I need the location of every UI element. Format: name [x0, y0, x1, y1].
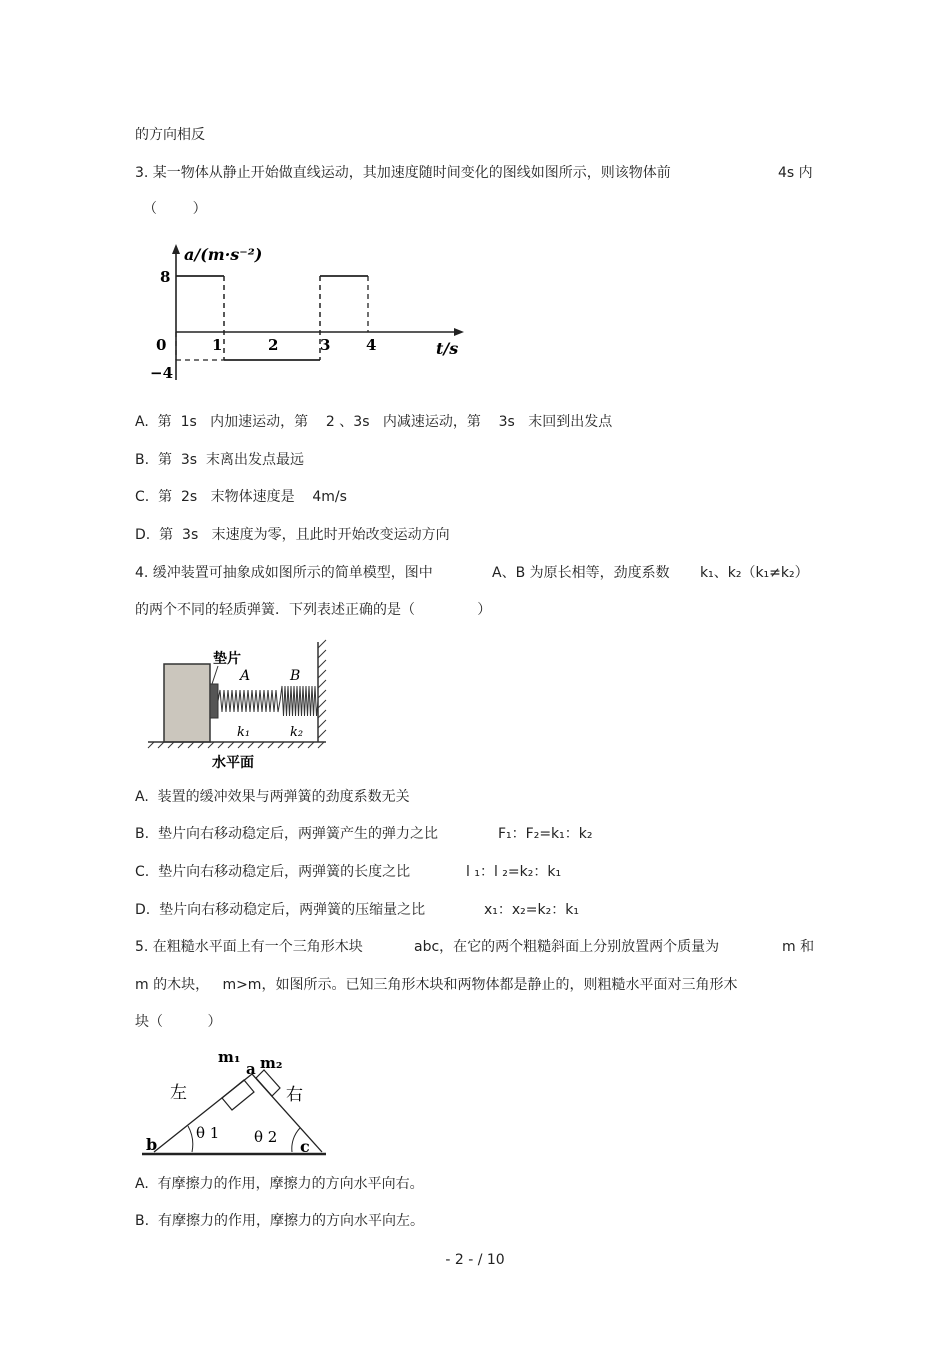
- acceleration-time-graph: [140, 238, 480, 388]
- question-4-stem-mid: A、B 为原长相等，劲度系数: [492, 565, 670, 581]
- m2-label: m₂: [260, 1054, 283, 1072]
- option-5b: B. 有摩擦力的作用，摩擦力的方向水平向左。: [135, 1213, 424, 1229]
- option-3a: A. 第 1s 内加速运动，第 2 、3s 内减速运动，第 3s 末回到出发点: [135, 414, 613, 430]
- option-3c: C. 第 2s 末物体速度是 4m/s: [135, 489, 347, 505]
- spring-a-label: A: [240, 668, 251, 684]
- m1-label: m₁: [218, 1048, 241, 1066]
- vertex-c-label: c: [300, 1137, 310, 1156]
- question-3-stem: 3. 某一物体从静止开始做直线运动，其加速度随时间变化的图线如图所示，则该物体前: [135, 165, 671, 181]
- x-tick-label: 3: [320, 336, 331, 354]
- question-5-stem: 5. 在粗糙水平面上有一个三角形木块: [135, 939, 363, 955]
- x-axis-label: t/s: [436, 339, 459, 358]
- pad: [210, 684, 218, 718]
- buffer-device-figure: [140, 638, 340, 773]
- question-4-stem-tail: k₁、k₂（k₁≠k₂）: [700, 565, 809, 581]
- spring-a: [218, 690, 280, 712]
- question-5-stem-mid: abc，在它的两个粗糙斜面上分别放置两个质量为: [414, 939, 720, 955]
- x-tick-label: 2: [268, 336, 279, 354]
- right-label: 右: [286, 1085, 303, 1105]
- option-4d: D. 垫片向右移动稳定后，两弹簧的压缩量之比: [135, 902, 426, 918]
- spring-b: [280, 686, 318, 716]
- option-3d: D. 第 3s 末速度为零，且此时开始改变运动方向: [135, 527, 450, 543]
- question-4-stem: 4. 缓冲装置可抽象成如图所示的简单模型，图中: [135, 565, 433, 581]
- option-5a: A. 有摩擦力的作用，摩擦力的方向水平向右。: [135, 1176, 424, 1192]
- spring-b-label: B: [290, 668, 301, 684]
- question-3-stem-tail: 4s 内: [778, 165, 813, 181]
- question-3-blank: （ ）: [143, 201, 207, 217]
- y-axis-label: a/(m·s⁻²): [184, 245, 263, 264]
- option-4b-value: F₁：F₂=k₁：k₂: [498, 826, 593, 842]
- y-tick-label: 0: [156, 336, 167, 354]
- option-4b: B. 垫片向右移动稳定后，两弹簧产生的弹力之比: [135, 826, 438, 842]
- x-tick-label: 1: [212, 336, 223, 354]
- block-m1: [222, 1080, 254, 1110]
- block: [164, 664, 210, 742]
- floor-label: 水平面: [212, 755, 254, 771]
- question-5-blank: 块（ ）: [135, 1014, 222, 1030]
- vertex-b-label: b: [146, 1135, 158, 1154]
- question-5-stem-tail: m 和: [782, 939, 815, 955]
- theta2-label: θ 2: [254, 1128, 278, 1146]
- option-4a: A. 装置的缓冲效果与两弹簧的劲度系数无关: [135, 789, 410, 805]
- left-label: 左: [170, 1083, 187, 1103]
- triangle-block-figure: [140, 1040, 335, 1160]
- option-3b: B. 第 3s 末离出发点最远: [135, 452, 304, 468]
- k2-label: k₂: [290, 725, 304, 740]
- question-5-stem-2: m 的木块， m>m，如图所示。已知三角形木块和两物体都是静止的，则粗糙水平面对三角形木: [135, 977, 738, 993]
- text-line: 的方向相反: [135, 127, 205, 143]
- y-tick-label: −4: [150, 364, 174, 382]
- question-4-stem-2: 的两个不同的轻质弹簧．下列表述正确的是（ ）: [135, 602, 492, 618]
- k1-label: k₁: [237, 725, 251, 740]
- y-tick-label: 8: [160, 268, 171, 286]
- page-number: - 2 - / 10: [445, 1252, 505, 1268]
- option-4c-value: l ₁：l ₂=k₂：k₁: [466, 864, 562, 880]
- pad-label: 垫片: [213, 651, 241, 667]
- theta1-label: θ 1: [196, 1124, 220, 1142]
- option-4d-value: x₁：x₂=k₂：k₁: [484, 902, 579, 918]
- x-tick-label: 4: [366, 336, 377, 354]
- option-4c: C. 垫片向右移动稳定后，两弹簧的长度之比: [135, 864, 411, 880]
- vertex-a-label: a: [246, 1060, 256, 1078]
